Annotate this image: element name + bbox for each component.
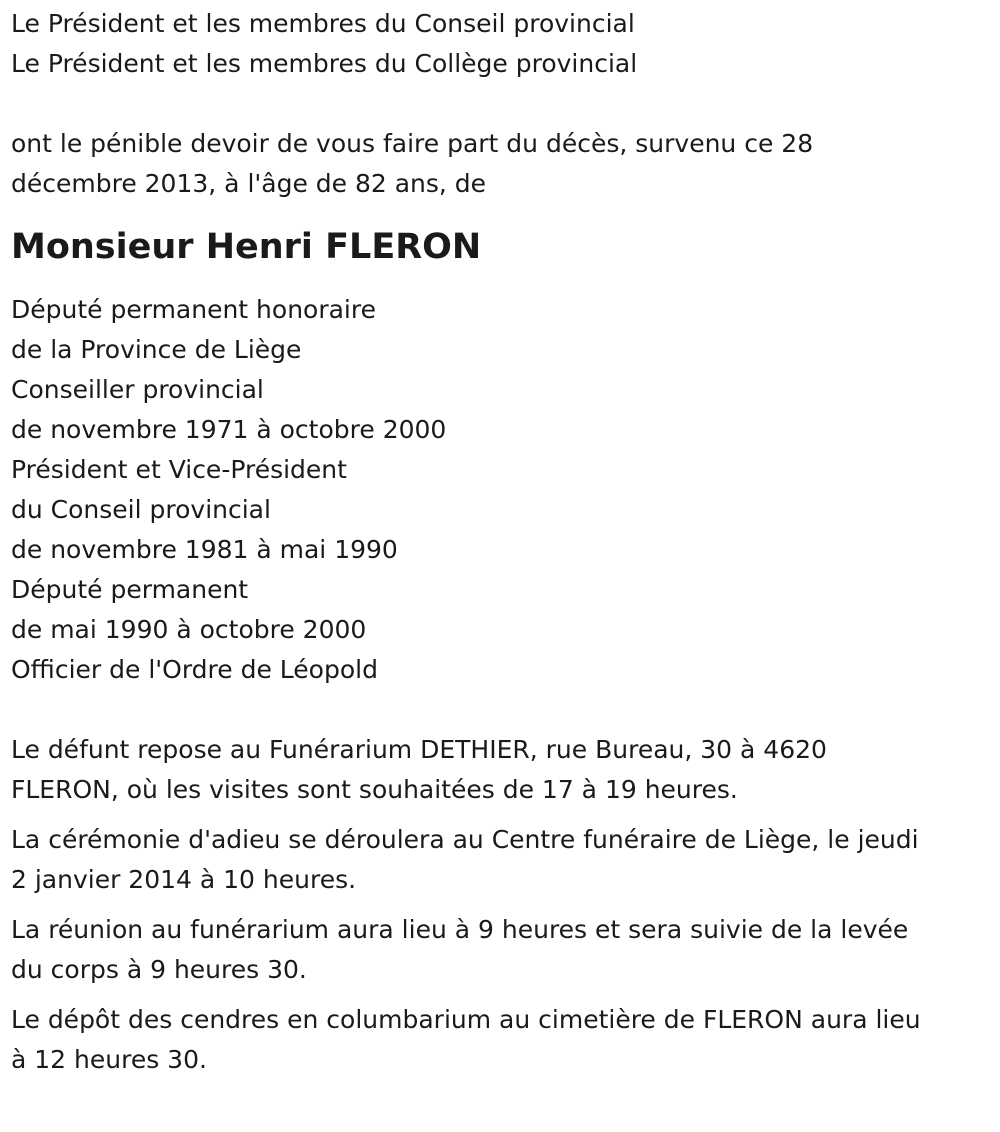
deceased-name: Monsieur Henri FLERON — [11, 227, 482, 267]
announcement-block — [11, 124, 969, 204]
title-line: du Conseil provincial — [11, 495, 271, 524]
title-line: Président et Vice-Président — [11, 455, 347, 484]
title-line: Député permanent — [11, 575, 249, 604]
title-line: de mai 1990 à octobre 2000 — [11, 615, 367, 644]
ceremony-paragraph — [11, 820, 969, 900]
ceremony-line-2: 2 janvier 2014 à 10 heures. — [11, 865, 357, 894]
ashes-line-2: à 12 heures 30. — [11, 1045, 207, 1074]
titles-block — [11, 290, 969, 690]
header-line-1: Le Président et les membres du Conseil provincial — [11, 9, 635, 38]
title-line: Député permanent honoraire — [11, 295, 376, 324]
title-line: de la Province de Liège — [11, 335, 302, 364]
funeral-details — [11, 730, 969, 1080]
visitation-line-1: Le défunt repose au Funérarium DETHIER, rue Bureau, 30 à 4620 — [11, 735, 827, 764]
title-line: de novembre 1981 à mai 1990 — [11, 535, 398, 564]
ashes-line-1: Le dépôt des cendres en columbarium au cimetière de FLERON aura lieu — [11, 1005, 921, 1034]
announcement-line-2: décembre 2013, à l'âge de 82 ans, de — [11, 169, 487, 198]
title-line: de novembre 1971 à octobre 2000 — [11, 415, 447, 444]
gathering-line-1: La réunion au funérarium aura lieu à 9 heures et sera suivie de la levée — [11, 915, 909, 944]
visitation-line-2: FLERON, où les visites sont souhaitées de 17 à 19 heures. — [11, 775, 738, 804]
ceremony-line-1: La cérémonie d'adieu se déroulera au Centre funéraire de Liège, le jeudi — [11, 825, 919, 854]
visitation-paragraph — [11, 730, 969, 810]
gathering-line-2: du corps à 9 heures 30. — [11, 955, 307, 984]
title-line: Conseiller provincial — [11, 375, 264, 404]
gathering-paragraph — [11, 910, 969, 990]
ashes-paragraph — [11, 1000, 969, 1080]
announcement-line-1: ont le pénible devoir de vous faire part du décès, survenu ce 28 — [11, 129, 814, 158]
title-line: Officier de l'Ordre de Léopold — [11, 655, 378, 684]
header-block — [11, 4, 969, 84]
header-line-2: Le Président et les membres du Collège provincial — [11, 49, 638, 78]
